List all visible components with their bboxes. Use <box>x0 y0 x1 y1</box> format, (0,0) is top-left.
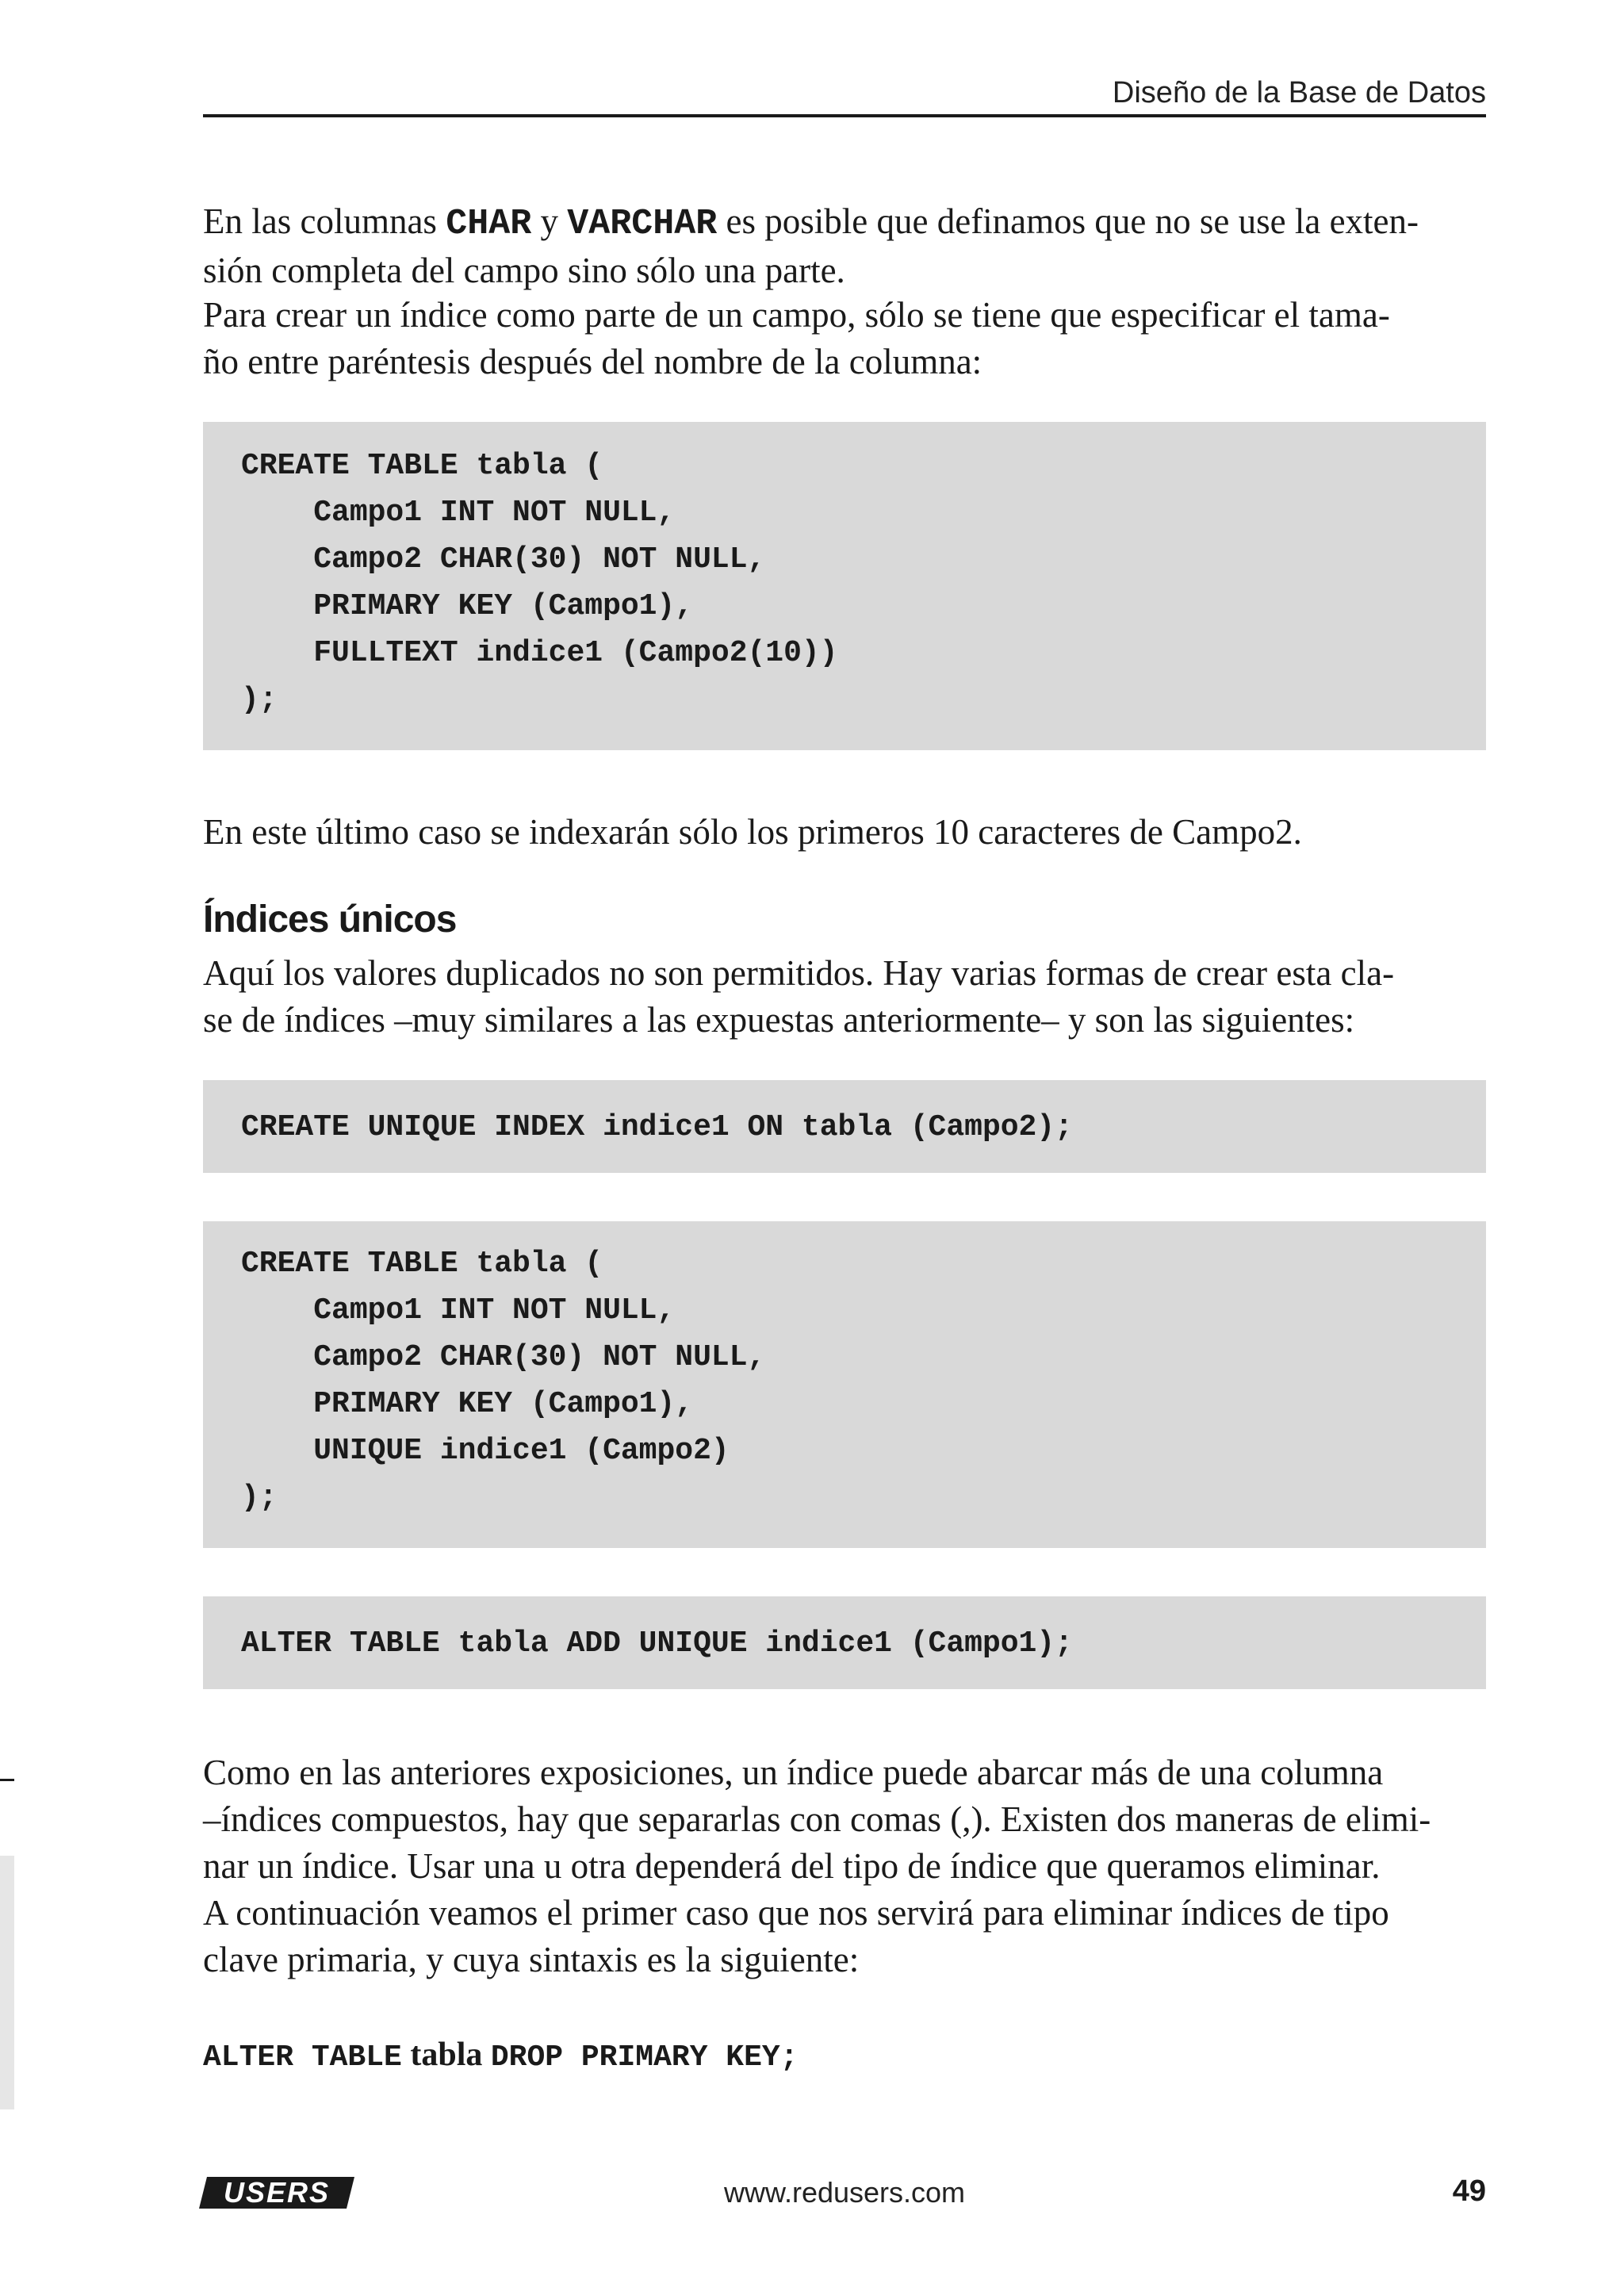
paragraph-line: Aquí los valores duplicados no son permitidos. Hay varias formas de crear esta cla- <box>203 953 1395 993</box>
paragraph-line: se de índices –muy similares a las expuestas anteriormente– y son las siguientes: <box>203 1000 1355 1040</box>
margin-tab-bar <box>0 1856 14 2109</box>
statement-keyword: ALTER TABLE <box>203 2040 402 2075</box>
paragraph-composite-indexes <box>203 1749 1486 1983</box>
paragraph-line: Como en las anteriores exposiciones, un índice puede abarcar más de una columna <box>203 1753 1384 1792</box>
footer-url: www.redusers.com <box>723 2176 966 2209</box>
code-block-fulltext <box>203 422 1486 750</box>
code-line: CREATE UNIQUE INDEX indice1 ON tabla (Campo2); <box>241 1110 1073 1144</box>
code-line: ); <box>241 1481 278 1515</box>
page-number: 49 <box>1452 2174 1486 2208</box>
paragraph-line: sión completa del campo sino sólo una parte. <box>203 251 845 290</box>
code-line: Campo1 INT NOT NULL, <box>241 496 676 530</box>
code-block-create-table-unique <box>203 1221 1486 1548</box>
paragraph-line: clave primaria, y cuya sintaxis es la siguiente: <box>203 1940 860 1979</box>
code-line: ); <box>241 683 278 717</box>
header-rule <box>203 114 1486 117</box>
code-line: UNIQUE indice1 (Campo2) <box>241 1434 730 1468</box>
paragraph-line: A continuación veamos el primer caso que nos servirá para eliminar índices de tipo <box>203 1893 1389 1933</box>
inline-code-varchar: VARCHAR <box>567 204 718 244</box>
code-block-alter-add-unique <box>203 1596 1486 1689</box>
users-logo: USERS <box>199 2177 354 2209</box>
paragraph-line: En este último caso se indexarán sólo los primeros 10 caracteres de Campo2. <box>203 812 1302 852</box>
section-title: Índices únicos <box>203 899 457 941</box>
code-line: Campo1 INT NOT NULL, <box>241 1293 676 1328</box>
code-line: Campo2 CHAR(30) NOT NULL, <box>241 542 766 577</box>
code-line: PRIMARY KEY (Campo1), <box>241 1387 694 1421</box>
statement-keyword: DROP PRIMARY KEY; <box>490 2040 799 2075</box>
paragraph-char-varchar <box>203 198 1486 294</box>
code-line: CREATE TABLE tabla ( <box>241 449 603 483</box>
paragraph-indexing-note <box>203 809 1486 856</box>
paragraph-unique-intro <box>203 950 1486 1044</box>
running-header: Diseño de la Base de Datos <box>1112 76 1486 109</box>
statement-table-name: tabla <box>401 2037 491 2073</box>
paragraph-line: ño entre paréntesis después del nombre de la columna: <box>203 342 982 381</box>
code-line: FULLTEXT indice1 (Campo2(10)) <box>241 636 838 670</box>
book-page <box>203 0 1486 2276</box>
code-line: Campo2 CHAR(30) NOT NULL, <box>241 1340 766 1374</box>
code-line: PRIMARY KEY (Campo1), <box>241 589 694 623</box>
paragraph-line: –índices compuestos, hay que separarlas con comas (,). Existen dos maneras de elimi- <box>203 1799 1431 1839</box>
paragraph-line: En las columnas CHAR y VARCHAR es posible que definamos que no se use la exten- <box>203 201 1419 244</box>
paragraph-index-part <box>203 292 1486 385</box>
code-line: ALTER TABLE tabla ADD UNIQUE indice1 (Campo1); <box>241 1627 1073 1661</box>
code-line: CREATE TABLE tabla ( <box>241 1247 603 1281</box>
code-block-create-unique-index <box>203 1080 1486 1173</box>
paragraph-line: Para crear un índice como parte de un campo, sólo se tiene que especificar el tama- <box>203 295 1390 335</box>
inline-code-char: CHAR <box>446 204 532 244</box>
drop-primary-key-statement <box>203 2032 1486 2081</box>
paragraph-line: nar un índice. Usar una u otra dependerá del tipo de índice que queramos eliminar. <box>203 1846 1381 1886</box>
margin-tick-mark <box>0 1779 14 1781</box>
